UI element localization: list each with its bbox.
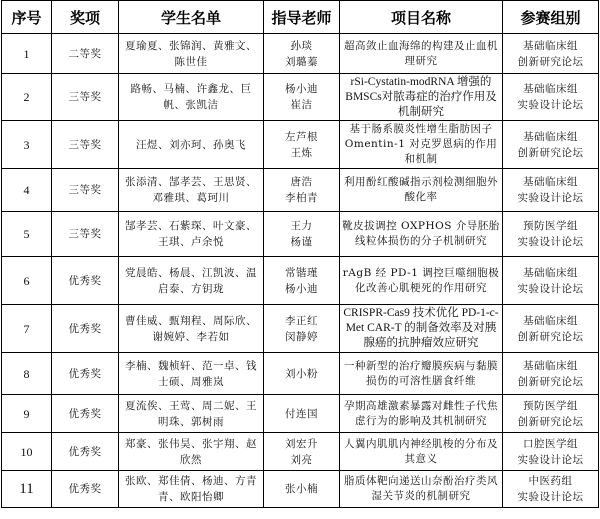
table-row bbox=[2, 212, 599, 257]
cell-project: 人翼内肌肌内神经肌梭的分布及其意义 bbox=[340, 433, 503, 471]
cell-award: 优秀奖 bbox=[52, 305, 119, 353]
cell-advisors: 王力 杨谨 bbox=[264, 212, 340, 257]
cell-students: 汪煜、刘亦珂、孙奥飞 bbox=[119, 121, 264, 169]
header-students: 学生名单 bbox=[119, 1, 264, 34]
cell-group: 基础临床组 实验设计论坛 bbox=[503, 257, 599, 305]
table-row bbox=[2, 395, 599, 433]
cell-group: 基础临床组 创新研究论坛 bbox=[503, 34, 599, 74]
cell-award: 优秀奖 bbox=[52, 395, 119, 433]
cell-award: 优秀奖 bbox=[52, 433, 119, 471]
cell-advisors: 左芦根 王炼 bbox=[264, 121, 340, 169]
cell-advisors: 常锴瑾 杨小迪 bbox=[264, 257, 340, 305]
cell-group: 口腔医学组 实验设计论坛 bbox=[503, 433, 599, 471]
cell-award: 三等奖 bbox=[52, 169, 119, 212]
cell-index: 2 bbox=[2, 74, 52, 121]
header-award: 奖项 bbox=[52, 1, 119, 34]
cell-group: 基础临床组 创新研究论坛 bbox=[503, 121, 599, 169]
cell-index: 10 bbox=[2, 433, 52, 471]
cell-index: 1 bbox=[2, 34, 52, 74]
cell-project: 孕期高雄激素暴露对雌性子代焦虑行为的影响及其机制研究 bbox=[340, 395, 503, 433]
cell-project: rAgB 经 PD-1 调控巨噬细胞极化改善心肌梗死的作用研究 bbox=[340, 257, 503, 305]
table-row bbox=[2, 353, 599, 395]
cell-project: 基于肠系膜炎性增生脂肪因子 Omentin-1 对克罗恩病的作用和机制 bbox=[340, 121, 503, 169]
table-row bbox=[2, 34, 599, 74]
cell-index: 9 bbox=[2, 395, 52, 433]
cell-advisors: 刘宏升 刘亮 bbox=[264, 433, 340, 471]
cell-advisors: 李正红 闵静婷 bbox=[264, 305, 340, 353]
cell-project: 一种新型的治疗瓣膜疾病与黏膜损伤的可溶性膳食纤维 bbox=[340, 353, 503, 395]
cell-index: 11 bbox=[2, 471, 52, 508]
header-project: 项目名称 bbox=[340, 1, 503, 34]
cell-students: 郑豪、张伟昊、张宇翔、赵欣然 bbox=[119, 433, 264, 471]
cell-award: 三等奖 bbox=[52, 74, 119, 121]
cell-students: 曹佳威、甄翔程、周际欣、谢婉婷、李若如 bbox=[119, 305, 264, 353]
cell-index: 5 bbox=[2, 212, 52, 257]
cell-advisors: 付连国 bbox=[264, 395, 340, 433]
cell-group: 预防医学组 创新研究论坛 bbox=[503, 395, 599, 433]
cell-advisors: 孙琰 刘璐蓁 bbox=[264, 34, 340, 74]
cell-students: 张添清、郜孝芸、王思贤、邓雅琪、葛珂川 bbox=[119, 169, 264, 212]
cell-index: 3 bbox=[2, 121, 52, 169]
cell-index: 8 bbox=[2, 353, 52, 395]
cell-group: 基础临床组 创新研究论坛 bbox=[503, 305, 599, 353]
cell-students: 夏瑜夏、张锦润、黄雅文、陈世佳 bbox=[119, 34, 264, 74]
cell-students: 张欧、郑佳倩、杨迪、方青青、欧阳怡卿 bbox=[119, 471, 264, 508]
cell-index: 4 bbox=[2, 169, 52, 212]
cell-award: 优秀奖 bbox=[52, 471, 119, 508]
cell-project: 靴皮拔调控 OXPHOS 介导胚胎线粒体损伤的分子机制研究 bbox=[340, 212, 503, 257]
cell-advisors: 张小楠 bbox=[264, 471, 340, 508]
cell-group: 中医药组 实验设计论坛 bbox=[503, 471, 599, 508]
cell-project: 利用酚红酸碱指示剂检测细胞外酸化率 bbox=[340, 169, 503, 212]
header-row bbox=[2, 1, 599, 34]
cell-group: 基础临床组 创新研究论坛 bbox=[503, 353, 599, 395]
cell-index: 7 bbox=[2, 305, 52, 353]
cell-group: 基础临床组 实验设计论坛 bbox=[503, 169, 599, 212]
table-row bbox=[2, 257, 599, 305]
header-index: 序号 bbox=[2, 1, 52, 34]
cell-award: 三等奖 bbox=[52, 121, 119, 169]
table-row bbox=[2, 169, 599, 212]
cell-index: 6 bbox=[2, 257, 52, 305]
awards-table bbox=[1, 0, 599, 508]
cell-project: rSi-Cystatin-modRNA 增强的BMSCs对脓毒症的治疗作用及机制研究 bbox=[340, 74, 503, 121]
cell-group: 基础临床组 实验设计论坛 bbox=[503, 74, 599, 121]
cell-award: 三等奖 bbox=[52, 212, 119, 257]
cell-students: 党晨皓、杨晨、江凯波、温启泰、方钥珑 bbox=[119, 257, 264, 305]
table-row bbox=[2, 471, 599, 508]
table-row bbox=[2, 305, 599, 353]
cell-project: 脂质体靶向递送山奈酚治疗类风湿关节炎的机制研究 bbox=[340, 471, 503, 508]
cell-advisors: 唐浩 李柏青 bbox=[264, 169, 340, 212]
cell-students: 郜孝芸、石紫琛、叶文豪、王琪、卢余悦 bbox=[119, 212, 264, 257]
cell-students: 夏流俟、王莺、周二妮、王明珠、郭树雨 bbox=[119, 395, 264, 433]
table-row bbox=[2, 74, 599, 121]
cell-project: CRISPR-Cas9 技术优化 PD-1-c-Met CAR-T 的制备效率及对胰腺癌的抗肿瘤效应研究 bbox=[340, 305, 503, 353]
cell-award: 二等奖 bbox=[52, 34, 119, 74]
table-row bbox=[2, 121, 599, 169]
cell-group: 预防医学组 实验设计论坛 bbox=[503, 212, 599, 257]
header-advisors: 指导老师 bbox=[264, 1, 340, 34]
cell-advisors: 杨小迪 崔洁 bbox=[264, 74, 340, 121]
cell-award: 优秀奖 bbox=[52, 353, 119, 395]
cell-students: 路畅、马楠、许鑫龙、巨帆、张凯洁 bbox=[119, 74, 264, 121]
cell-advisors: 刘小粉 bbox=[264, 353, 340, 395]
cell-project: 超高敛止血海绵的构建及止血机理研究 bbox=[340, 34, 503, 74]
header-group: 参赛组别 bbox=[503, 1, 599, 34]
cell-students: 李楠、魏桢轩、范一卓、钱士硕、周雅岚 bbox=[119, 353, 264, 395]
cell-award: 优秀奖 bbox=[52, 257, 119, 305]
table-row bbox=[2, 433, 599, 471]
